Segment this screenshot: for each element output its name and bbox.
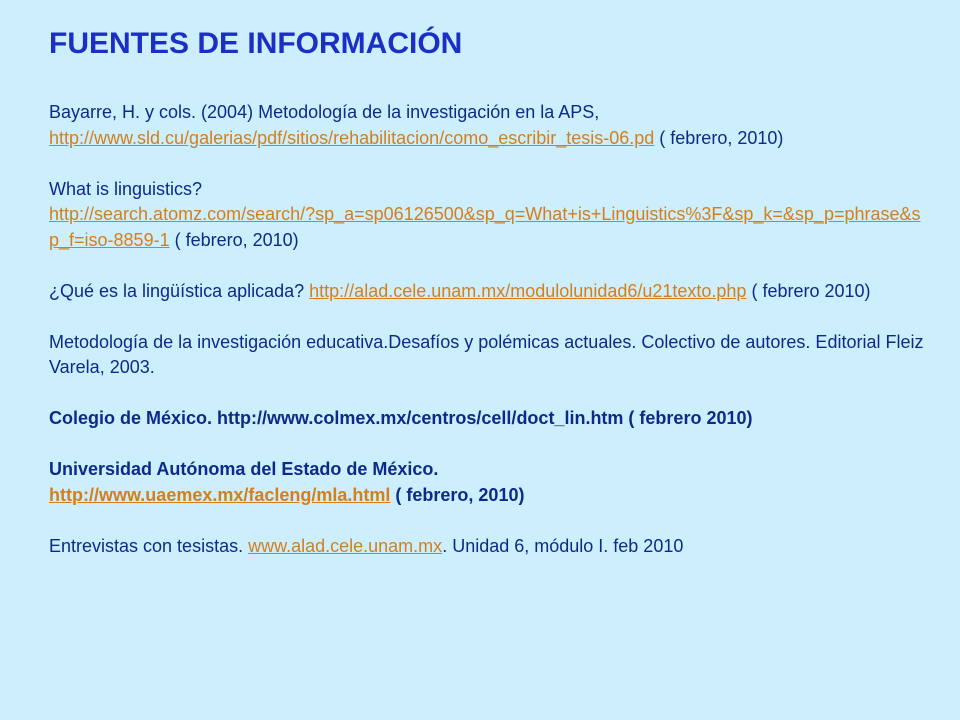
reference-text: Metodología de la investigación educativa.Desafíos y polémicas actuales. Colectivo de autores. Editorial Fleiz Varela, 2003. [49, 331, 924, 377]
reference-link[interactable]: http://alad.cele.unam.mx/modulolunidad6/u21texto.php [309, 280, 747, 301]
reference-text: Colegio de México. http://www.colmex.mx/centros/cell/doct_lin.htm ( febrero 2010) [49, 408, 753, 428]
reference-text: Universidad Autónoma del Estado de México. [49, 459, 439, 479]
reference-link[interactable]: http://www.sld.cu/galerias/pdf/sitios/rehabilitacion/como_escribir_tesis-06.pd [49, 127, 655, 148]
reference-linguistica-aplicada [49, 279, 929, 305]
slide-title: FUENTES DE INFORMACIÓN [49, 27, 463, 60]
reference-text: Entrevistas con tesistas. [49, 535, 249, 556]
reference-text: What is linguistics? [49, 178, 203, 199]
reference-link[interactable]: www.alad.cele.unam.mx [248, 535, 443, 556]
reference-metodologia-educativa [49, 330, 929, 381]
reference-entrevistas [49, 534, 929, 560]
reference-link[interactable]: http://search.atomz.com/search/?sp_a=sp06126500&sp_q=What+is+Linguistics%3F&sp_k=&sp_p=phrase&sp_f=iso-8859-1 [49, 204, 921, 250]
reference-what-is-linguistics [49, 177, 929, 254]
reference-text: Bayarre, H. y cols. (2004) Metodología de la investigación en la APS, [49, 102, 600, 122]
reference-date: ( febrero, 2010) [390, 484, 525, 505]
reference-date: . Unidad 6, módulo I. feb 2010 [442, 535, 684, 556]
reference-date: ( febrero 2010) [746, 280, 871, 301]
reference-colegio-de-mexico [49, 406, 929, 432]
reference-text: ¿Qué es la lingüística aplicada? [49, 280, 310, 301]
references-list [49, 100, 929, 585]
reference-uaemex [49, 457, 929, 508]
reference-date: ( febrero, 2010) [169, 229, 299, 250]
reference-bayarre [49, 100, 929, 151]
reference-link[interactable]: http://www.uaemex.mx/facleng/mla.html [49, 484, 391, 505]
reference-date: ( febrero, 2010) [654, 127, 784, 148]
